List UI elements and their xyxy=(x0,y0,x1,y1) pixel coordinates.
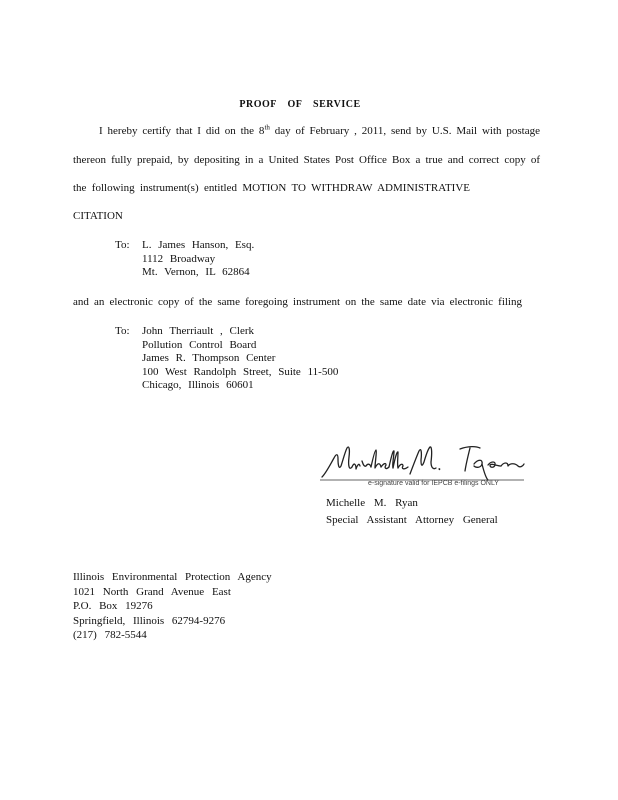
agency-line: Illinois Environmental Protection Agency xyxy=(73,571,272,583)
agency-line: P.O. Box 19276 xyxy=(73,600,153,612)
ordinal-suffix: th xyxy=(264,123,270,132)
signature-block xyxy=(326,495,498,529)
certification-line-2: thereon fully prepaid, by depositing in a United States Post Office Box a true and correct copy of xyxy=(73,154,540,166)
recipient-1-address xyxy=(142,239,254,280)
certification-line-1-start: I hereby certify that I did on the 8 xyxy=(99,125,265,137)
signer-title: Special Assistant Attorney General xyxy=(326,514,498,526)
recipient-2-to-label: To: xyxy=(115,325,130,337)
agency-line: Springfield, Illinois 62794-9276 xyxy=(73,614,226,627)
recipient-1-line: Mt. Vernon, IL 62864 xyxy=(142,266,250,279)
recipient-2-line: Chicago, Illinois 60601 xyxy=(142,379,254,392)
recipient-2-line: John Therriault , Clerk xyxy=(142,325,254,337)
recipient-2-line: 100 West Randolph Street, Suite 11-500 xyxy=(142,365,339,378)
signature-drawing xyxy=(318,440,528,484)
certification-line-4: CITATION xyxy=(73,210,123,222)
recipient-2-line: James R. Thompson Center xyxy=(142,352,276,365)
agency-line: (217) 782-5544 xyxy=(73,629,147,641)
agency-address xyxy=(73,570,272,643)
signature-caption: e-signature valid for IEPCB e-filings ONLY xyxy=(368,480,499,487)
recipient-1-to-label: To: xyxy=(115,239,130,251)
certification-line-1-end: day of February , 2011, send by U.S. Mail with postage xyxy=(269,125,540,137)
page-title: PROOF OF SERVICE xyxy=(239,99,361,110)
electronic-filing-line: and an electronic copy of the same foregoing instrument on the same date via electronic filing xyxy=(73,296,522,308)
recipient-1-line: L. James Hanson, Esq. xyxy=(142,239,255,251)
handwritten-signature xyxy=(318,440,528,492)
signer-name: Michelle M. Ryan xyxy=(326,497,418,509)
recipient-2-line: Pollution Control Board xyxy=(142,338,257,351)
recipient-2-address xyxy=(142,325,338,393)
certification-line-1 xyxy=(99,125,540,137)
agency-line: 1021 North Grand Avenue East xyxy=(73,585,231,598)
recipient-1-line: 1112 Broadway xyxy=(142,252,216,265)
certification-line-3: the following instrument(s) entitled MOTION TO WITHDRAW ADMINISTRATIVE xyxy=(73,182,470,194)
